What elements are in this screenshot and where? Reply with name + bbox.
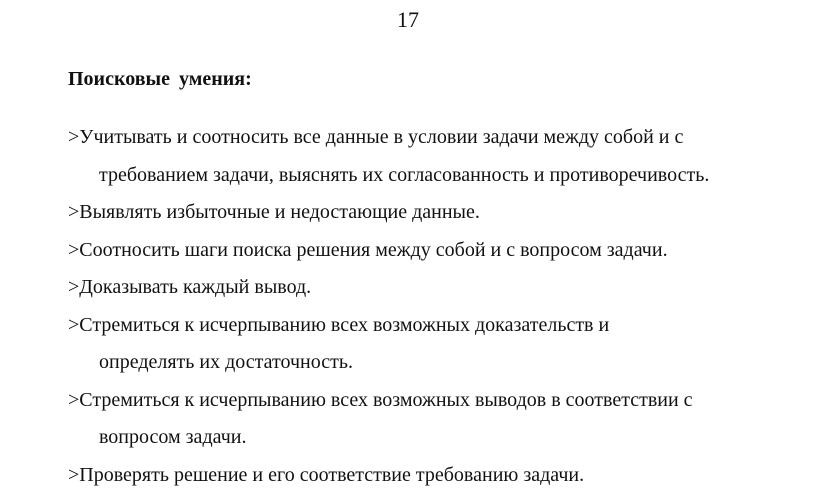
list-item [68,382,808,457]
skills-list [68,119,808,494]
list-item-text: >Выявлять избыточные и недостающие данные. [68,201,480,223]
list-item-continuation: вопросом задачи. [99,426,247,448]
list-item [68,307,808,382]
section-heading: Поисковые умения: [68,68,252,90]
list-item-text: >Соотносить шаги поиска решения между собой и с вопросом задачи. [68,238,668,261]
list-item-text: >Стремиться к исчерпыванию всех возможных доказательств и [68,313,610,336]
list-item [68,232,808,270]
list-item [68,194,808,232]
list-item [68,269,808,307]
list-item-continuation: требованием задачи, выяснять их согласованность и противоречивость. [99,163,710,186]
list-item-text: >Доказывать каждый вывод. [68,276,312,298]
list-item-continuation: определять их достаточность. [99,351,353,373]
list-item-text: >Проверять решение и его соответствие требованию задачи. [68,463,585,486]
list-item [68,457,808,495]
list-item [68,119,808,194]
page-number: 17 [397,7,419,32]
list-item-text: >Учитывать и соотносить все данные в условии задачи между собой и с [68,126,684,148]
list-item-text: >Стремиться к исчерпыванию всех возможных выводов в соответствии с [68,388,693,411]
